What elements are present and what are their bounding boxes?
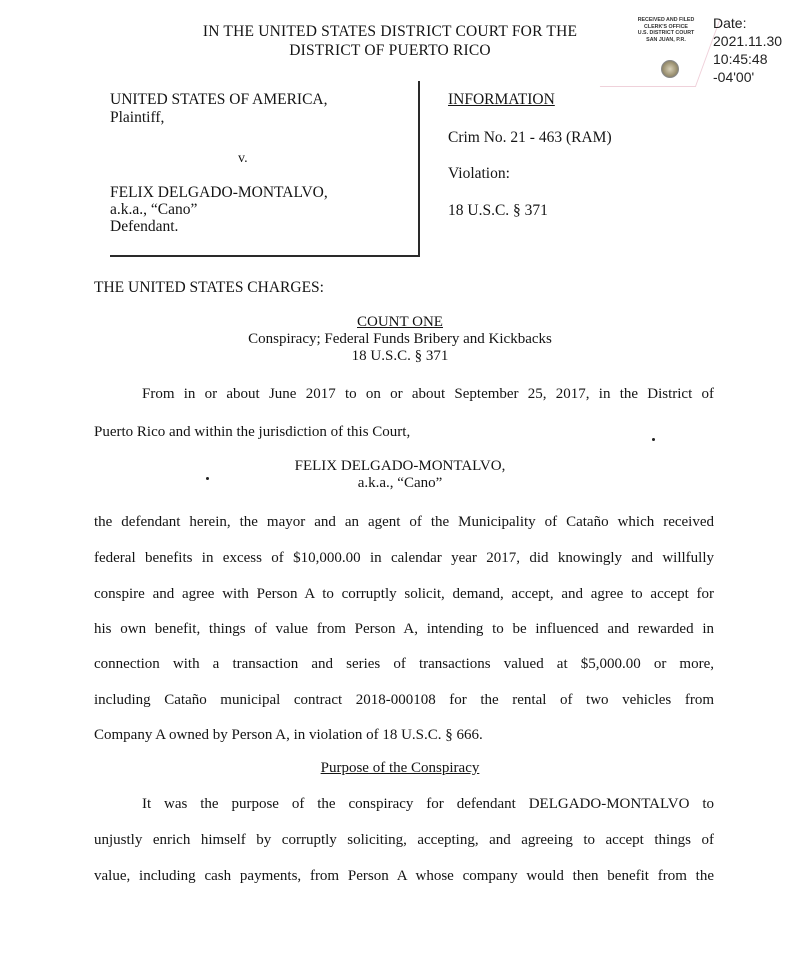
charges-heading: THE UNITED STATES CHARGES: bbox=[94, 279, 324, 296]
court-seal-icon bbox=[661, 60, 679, 78]
stamp-line: CLERK'S OFFICE bbox=[644, 23, 688, 30]
count-title: COUNT ONE bbox=[357, 314, 443, 330]
count-heading bbox=[160, 314, 640, 365]
paragraph-line: federal benefits in excess of $10,000.00 in calendar year 2017, did knowingly and willfully bbox=[94, 550, 714, 566]
defendant-aka: a.k.a., “Cano” bbox=[110, 201, 198, 218]
defendant-name: FELIX DELGADO-MONTALVO, bbox=[110, 184, 328, 201]
stray-mark bbox=[652, 438, 655, 441]
paragraph-line: conspire and agree with Person A to corruptly solicit, demand, accept, and agree to accept for bbox=[94, 586, 714, 602]
caption-defendant bbox=[110, 184, 328, 235]
paragraph-line: including Cataño municipal contract 2018-000108 for the rental of two vehicles from bbox=[94, 692, 714, 708]
paragraph-line: Puerto Rico and within the jurisdiction of this Court, bbox=[94, 424, 411, 440]
count-statute: 18 U.S.C. § 371 bbox=[351, 348, 449, 364]
information-title: INFORMATION bbox=[448, 91, 555, 108]
paragraph-line: From in or about June 2017 to on or about September 25, 2017, in the District of bbox=[142, 386, 714, 402]
paragraph-line: his own benefit, things of value from Person A, intending to be influenced and rewarded in bbox=[94, 621, 714, 637]
paragraph-line: Company A owned by Person A, in violation of 18 U.S.C. § 666. bbox=[94, 727, 483, 743]
plaintiff-name: UNITED STATES OF AMERICA, bbox=[110, 91, 328, 108]
stamp-line: SAN JUAN, P.R. bbox=[646, 36, 686, 43]
caption-plaintiff bbox=[110, 91, 328, 127]
clerk-stamp bbox=[628, 17, 704, 43]
signature-time: 10:45:48 bbox=[713, 51, 768, 67]
digital-signature-date bbox=[713, 14, 782, 86]
stamp-line: U.S. DISTRICT COURT bbox=[637, 30, 695, 37]
purpose-heading-text: Purpose of the Conspiracy bbox=[320, 760, 480, 776]
court-line-2: DISTRICT OF PUERTO RICO bbox=[289, 42, 491, 59]
signature-label: Date: bbox=[713, 15, 747, 31]
defendant-role: Defendant. bbox=[110, 218, 179, 235]
criminal-number: Crim No. 21 - 463 (RAM) bbox=[448, 129, 612, 146]
versus: v. bbox=[238, 151, 248, 166]
defendant-name-body: FELIX DELGADO-MONTALVO, bbox=[294, 458, 506, 474]
paragraph-line: connection with a transaction and series of transactions valued at $5,000.00 or more, bbox=[94, 656, 714, 672]
plaintiff-role: Plaintiff, bbox=[110, 109, 165, 126]
violation-statute: 18 U.S.C. § 371 bbox=[448, 202, 548, 219]
court-line-1: IN THE UNITED STATES DISTRICT COURT FOR THE bbox=[202, 23, 578, 40]
violation-label: Violation: bbox=[448, 165, 510, 182]
stamp-line: RECEIVED AND FILED bbox=[637, 17, 695, 23]
court-heading bbox=[160, 22, 620, 60]
paragraph-line: It was the purpose of the conspiracy for defendant DELGADO-MONTALVO to bbox=[142, 796, 714, 812]
signature-date: 2021.11.30 bbox=[713, 33, 783, 49]
paragraph-line: the defendant herein, the mayor and an agent of the Municipality of Cataño which received bbox=[94, 514, 714, 530]
paragraph-line: unjustly enrich himself by corruptly soliciting, accepting, and agreeing to accept things of bbox=[94, 832, 714, 848]
caption-divider-horizontal bbox=[110, 255, 420, 257]
paragraph-line: value, including cash payments, from Person A whose company would then benefit from the bbox=[94, 868, 714, 884]
count-subtitle: Conspiracy; Federal Funds Bribery and Kickbacks bbox=[248, 331, 552, 347]
defendant-aka-body: a.k.a., “Cano” bbox=[357, 475, 443, 491]
signature-offset: -04'00' bbox=[713, 69, 755, 85]
defendant-block bbox=[160, 458, 640, 492]
purpose-heading bbox=[160, 760, 640, 777]
document-type bbox=[448, 91, 555, 109]
caption-divider-vertical bbox=[418, 81, 420, 257]
